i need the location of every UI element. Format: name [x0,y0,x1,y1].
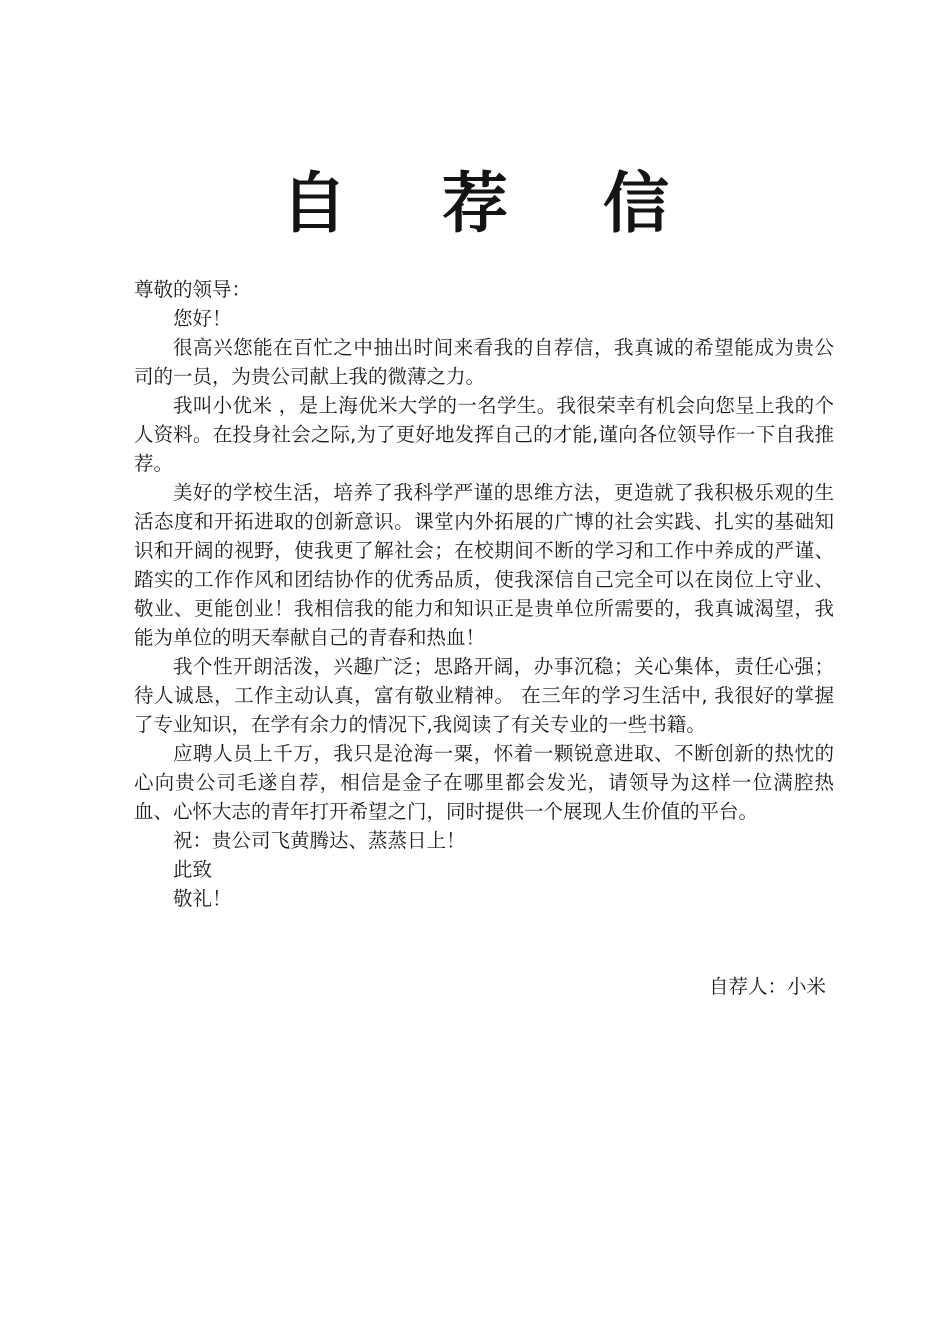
paragraph-self-introduction: 我叫小优米 ，是上海优米大学的一名学生。我很荣幸有机会向您呈上我的个人资料。在投身社会之际,为了更好地发挥自己的才能,谨向各位领导作一下自我推荐。 [134,394,834,475]
closing-line-1: 此致 [173,858,213,881]
paragraph-intro: 很高兴您能在百忙之中抽出时间来看我的自荐信，我真诚的希望能成为贵公司的一员，为贵公司献上我的微薄之力。 [134,336,834,388]
page-title: 自 荐 信 [281,165,705,242]
paragraph-school-life: 美好的学校生活，培养了我科学严谨的思维方法，更造就了我积极乐观的生活态度和开拓进取的创新意识。课堂内外拓展的广博的社会实践、扎实的基础知识和开阔的视野，使我更了解社会；在校期间不断的学习和工作中养成的严谨、踏实的工作作风和团结协作的优秀品质，使我深信自己完全可以在岗位上守业、敬业、更能创业！我相信我的能力和知识正是贵单位所需要的，我真诚渴望，我能为单位的明天奉献自己的青春和热血！ [134,481,834,649]
paragraph-personality: 我个性开朗活泼，兴趣广泛；思路开阔，办事沉稳；关心集体，责任心强；待人诚恳，工作主动认真，富有敬业精神。 在三年的学习生活中, 我很好的掌握了专业知识，在学有余力的情况下,我阅读了有关专业的一些书籍。 [134,655,834,736]
closing-line-2: 敬礼！ [173,887,232,910]
paragraph-application: 应聘人员上千万，我只是沧海一粟，怀着一颗锐意进取、不断创新的热忱的心向贵公司毛遂自荐，相信是金子在哪里都会发光，请领导为这样一位满腔热血、心怀大志的青年打开希望之门，同时提供一个展现人生价值的平台。 [134,742,834,823]
letter-body [134,275,834,913]
greeting: 您好！ [173,307,232,330]
wish-line: 祝：贵公司飞黄腾达、蒸蒸日上！ [173,829,466,852]
signature: 自荐人：小米 [708,975,826,998]
salutation: 尊敬的领导： [134,278,252,301]
